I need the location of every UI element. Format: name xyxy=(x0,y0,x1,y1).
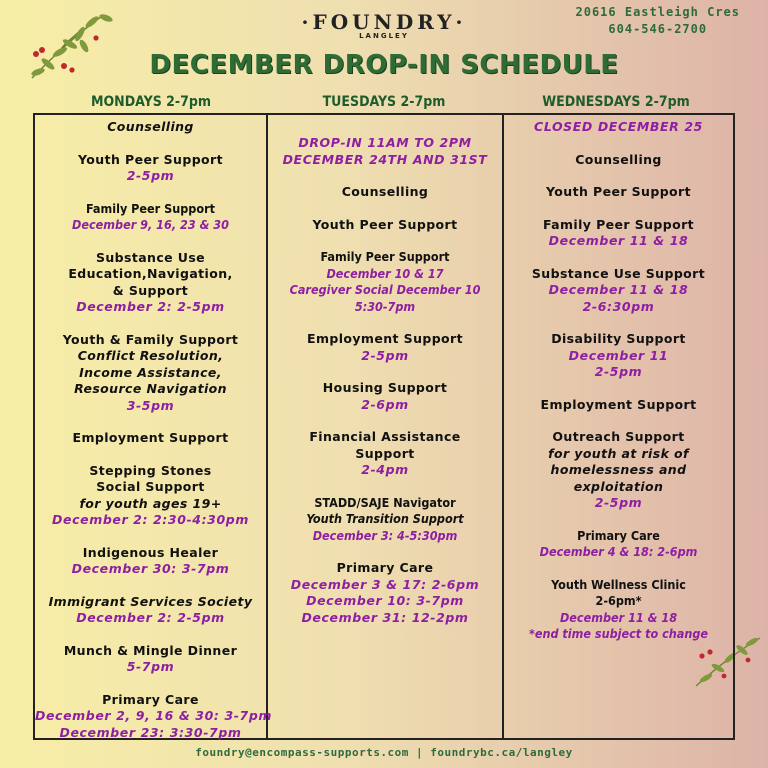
schedule-line: December 4 & 18: 2-6pm xyxy=(539,544,698,559)
wednesdays-column xyxy=(504,115,733,738)
schedule-line: Youth & Family Support xyxy=(62,331,239,347)
schedule-line: Income Assistance, xyxy=(79,364,222,380)
spacer xyxy=(504,413,733,429)
spacer xyxy=(504,250,733,266)
spacer xyxy=(268,168,502,184)
spacer xyxy=(35,529,266,545)
schedule-line: Substance Use xyxy=(95,249,206,265)
schedule-line: Family Peer Support xyxy=(85,200,216,216)
brand-name: ·FOUNDRY· xyxy=(301,10,467,34)
schedule-line: Stepping Stones xyxy=(89,462,212,478)
schedule-line: Counselling xyxy=(575,151,662,167)
schedule-line: December 2: 2-5pm xyxy=(76,610,225,625)
schedule-line: Munch & Mingle Dinner xyxy=(63,642,238,658)
column-heading-mondays: MONDAYS 2-7pm xyxy=(90,94,212,110)
schedule-line: 5-7pm xyxy=(126,659,175,674)
schedule-line: Primary Care xyxy=(577,527,660,543)
spacer xyxy=(504,136,733,152)
spacer xyxy=(268,364,502,380)
schedule-line: 2-5pm xyxy=(361,347,409,363)
schedule-line: 2-5pm xyxy=(594,364,643,379)
spacer xyxy=(35,627,266,643)
schedule-line: CLOSED DECEMBER 25 xyxy=(534,119,703,134)
schedule-line: Financial Assistance xyxy=(309,429,461,444)
footer-contact: foundry@encompass-supports.com | foundrybc.ca/langley xyxy=(195,746,573,759)
schedule-line: December 11 & 18 xyxy=(559,609,678,625)
spacer xyxy=(35,447,266,463)
schedule-line: Housing Support xyxy=(322,380,448,395)
schedule-line: 2-4pm xyxy=(361,462,409,477)
schedule-line: Counselling xyxy=(107,119,194,134)
spacer xyxy=(268,315,502,331)
schedule-line: exploitation xyxy=(573,478,664,494)
schedule-line: Outreach Support xyxy=(552,429,685,444)
schedule-line: December 2, 9, 16 & 30: 3-7pm xyxy=(35,708,273,723)
schedule-line: December 10 & 17 xyxy=(326,265,444,281)
spacer xyxy=(35,185,266,201)
spacer xyxy=(268,544,502,560)
schedule-line: 2-5pm xyxy=(126,168,175,183)
schedule-line: Employment Support xyxy=(72,430,229,445)
schedule-line: December 30: 3-7pm xyxy=(71,561,230,576)
contact-info xyxy=(576,4,741,38)
column-heading-wednesdays: WEDNESDAYS 2-7pm xyxy=(542,94,690,110)
spacer xyxy=(504,561,733,577)
schedule-line: & Support xyxy=(112,282,189,298)
address-text: 20616 Eastleigh Cres xyxy=(575,5,740,19)
schedule-line: Youth Wellness Clinic xyxy=(551,576,686,592)
schedule-line: Youth Peer Support xyxy=(312,216,458,232)
tuesdays-column xyxy=(268,115,504,738)
schedule-line: homelessness and xyxy=(550,462,687,477)
schedule-line: December 23: 3:30-7pm xyxy=(59,724,242,740)
spacer xyxy=(504,512,733,528)
spacer xyxy=(35,676,266,692)
spacer xyxy=(35,136,266,152)
spacer xyxy=(268,479,502,495)
schedule-line: Counselling xyxy=(341,184,429,199)
schedule-line: Resource Navigation xyxy=(74,381,227,396)
schedule-line: Social Support xyxy=(96,479,205,494)
schedule-line: Disability Support xyxy=(551,331,686,346)
spacer xyxy=(35,234,266,250)
schedule-line: December 2: 2-5pm xyxy=(76,299,225,314)
page-title: DECEMBER DROP-IN SCHEDULE xyxy=(149,50,619,80)
schedule-line: for youth ages 19+ xyxy=(79,495,222,511)
schedule-line: Employment Support xyxy=(540,396,697,412)
schedule-line: *end time subject to change xyxy=(528,626,709,641)
schedule-line: Indigenous Healer xyxy=(82,544,219,560)
schedule-line: 2-6pm* xyxy=(595,593,642,608)
spacer xyxy=(268,413,502,429)
schedule-line: December 3 & 17: 2-6pm xyxy=(290,576,480,592)
spacer xyxy=(268,119,502,135)
spacer xyxy=(35,414,266,430)
schedule-line: Family Peer Support xyxy=(542,216,695,232)
schedule-line: for youth at risk of xyxy=(548,445,689,461)
schedule-table xyxy=(33,113,735,740)
schedule-line: December 3: 4-5:30pm xyxy=(312,527,458,543)
schedule-line: December 11 & 18 xyxy=(548,282,689,297)
schedule-line: December 9, 16, 23 & 30 xyxy=(72,217,229,232)
schedule-line: Youth Peer Support xyxy=(78,151,223,167)
schedule-line: Substance Use Support xyxy=(531,265,706,281)
schedule-line: December 11 & 18 xyxy=(548,233,689,248)
schedule-line: 2-6pm xyxy=(361,396,409,412)
schedule-line: Immigrant Services Society xyxy=(48,593,253,609)
schedule-line: Primary Care xyxy=(336,560,434,575)
schedule-line: Youth Transition Support xyxy=(306,511,464,526)
schedule-line: 5:30-7pm xyxy=(354,298,416,314)
schedule-line: Family Peer Support xyxy=(320,249,450,264)
schedule-line: December 11 xyxy=(568,347,669,363)
schedule-line: Primary Care xyxy=(102,691,199,707)
schedule-line: Employment Support xyxy=(307,331,463,346)
schedule-line: DECEMBER 24TH AND 31ST xyxy=(282,151,488,167)
spacer xyxy=(35,578,266,594)
schedule-line: 2-5pm xyxy=(594,495,643,510)
schedule-line: Support xyxy=(355,445,415,461)
spacer xyxy=(268,201,502,217)
schedule-line: 3-5pm xyxy=(126,397,175,413)
mondays-column xyxy=(35,115,273,740)
schedule-line: Youth Peer Support xyxy=(546,184,691,199)
spacer xyxy=(504,168,733,184)
schedule-line: December 31: 12-2pm xyxy=(301,609,469,625)
schedule-line: 2-6:30pm xyxy=(582,298,655,314)
brand-location: LANGLEY xyxy=(359,32,409,40)
schedule-line: December 2: 2:30-4:30pm xyxy=(52,512,249,527)
schedule-line: Education,Navigation, xyxy=(68,266,233,281)
schedule-line: Caregiver Social December 10 xyxy=(289,282,481,297)
column-heading-tuesdays: TUESDAYS 2-7pm xyxy=(322,94,446,110)
schedule-line: DROP-IN 11AM TO 2PM xyxy=(298,135,472,150)
spacer xyxy=(504,381,733,397)
spacer xyxy=(268,233,502,249)
spacer xyxy=(35,316,266,332)
spacer xyxy=(504,201,733,217)
spacer xyxy=(504,315,733,331)
phone-text: 604-546-2700 xyxy=(608,22,708,36)
schedule-line: STADD/SAJE Navigator xyxy=(314,494,456,510)
schedule-line: December 10: 3-7pm xyxy=(306,593,464,608)
schedule-line: Conflict Resolution, xyxy=(77,348,224,363)
